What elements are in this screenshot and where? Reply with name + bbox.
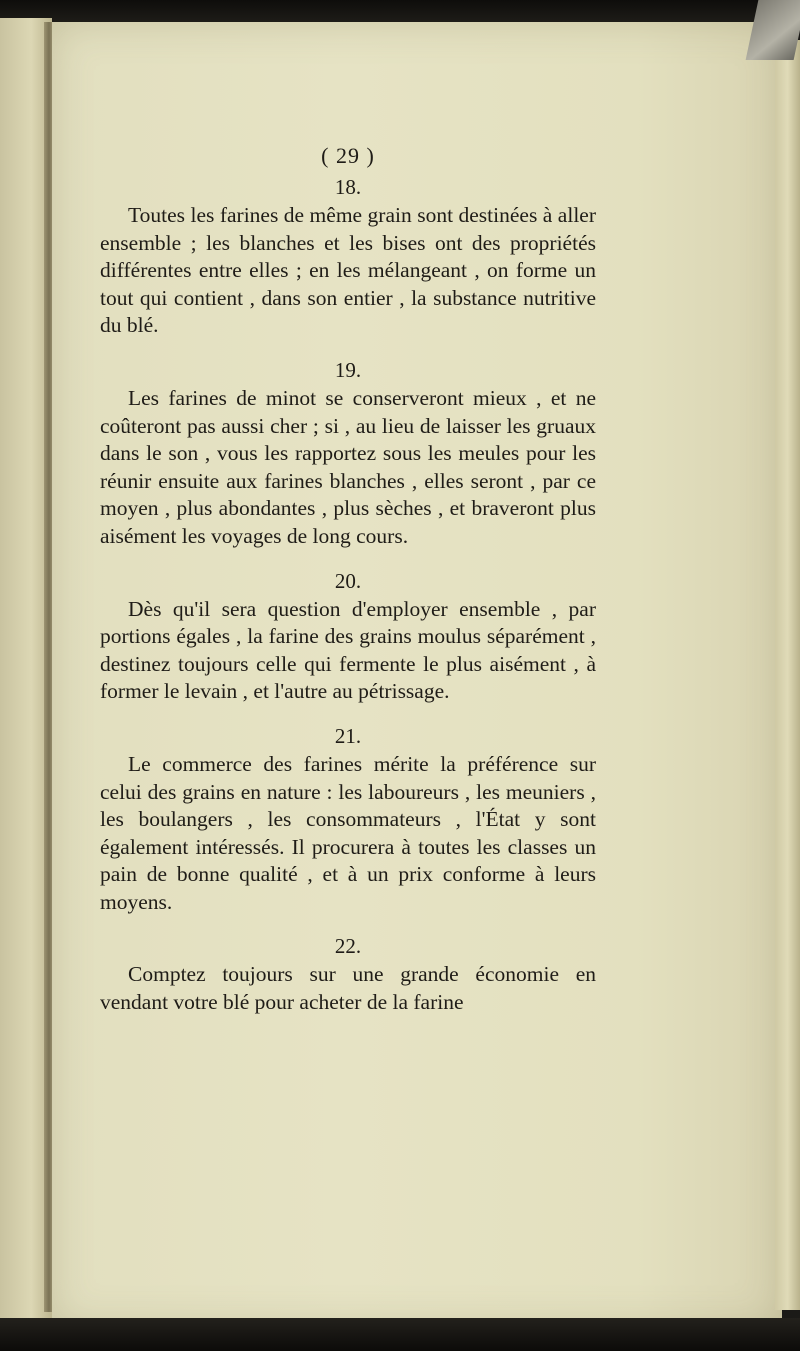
page-text: [100, 140, 596, 1017]
section-number: 18.: [334, 175, 362, 199]
section-paragraph: Dès qu'il sera question d'employer ensemble , par portions égales , la farine des grains moulus séparément , destinez toujours celle qui fermente le plus aisément , à former le levain , et l'autre au pétrissage.: [100, 596, 596, 704]
section-number: 21.: [334, 723, 362, 748]
scan-background-bottom: [0, 1318, 800, 1351]
section-paragraph: Comptez toujours sur une grande économie en vendant votre blé pour acheter de la farine: [100, 962, 596, 1015]
section-number: 19.: [334, 357, 362, 382]
section-paragraph: Toutes les farines de même grain sont destinées à aller ensemble ; les blanches et les bises ont des propriétés différentes entre elles ; en les mélangeant , on forme un tout qui contient , dans son entier , la substance nutritive du blé.: [100, 203, 596, 338]
section-number: 20.: [334, 568, 362, 593]
page-fore-edge: [775, 40, 800, 1310]
section-paragraph: Les farines de minot se conserveront mieux , et ne coûteront pas aussi cher ; si , au lieu de laisser les gruaux dans le son , vous les rapportez sous les meules pour les réunir ensuite aux farines blanches , elles seront , par ce moyen , plus abondantes , plus sèches , et braveront plus aisément les voyages de long cours.: [100, 385, 596, 548]
page-number: ( 29 ): [321, 143, 375, 168]
section-number: 22.: [334, 934, 362, 959]
section-paragraph: Le commerce des farines mérite la préférence sur celui des grains en nature : les laboureurs , les meuniers , les boulangers , les consommateurs , l'État y sont également intéressés. Il procurera à toutes les classes un pain de bonne qualité , et à un prix conforme à leurs moyens.: [100, 751, 596, 914]
